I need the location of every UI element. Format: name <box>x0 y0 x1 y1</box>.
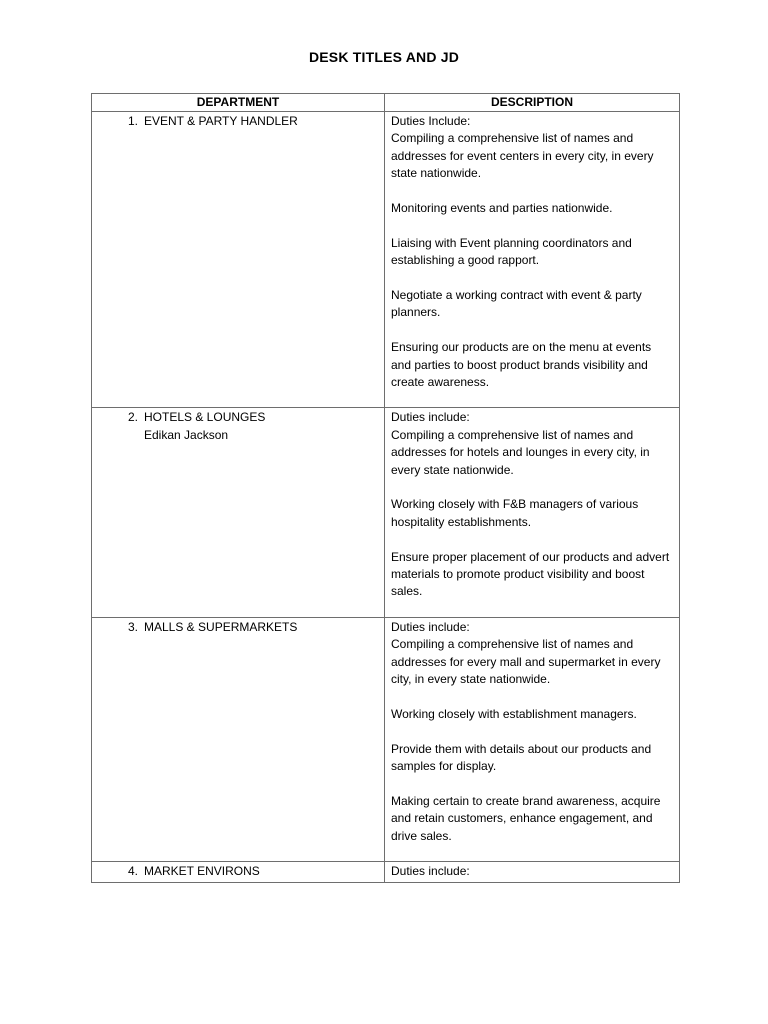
duty-paragraph: Working closely with establishment managers. <box>391 706 637 721</box>
row-number: 3. <box>127 619 138 634</box>
table-row <box>92 112 680 408</box>
assigned-person: Edikan Jackson <box>144 427 229 442</box>
duty-paragraph: Making certain to create brand awareness, acquire and retain customers, enhance engagement, and drive sales. <box>391 793 661 843</box>
row-number: 4. <box>127 864 138 879</box>
duty-paragraph: Ensuring our products are on the menu at events and parties to boost product brands visibility and create awareness. <box>391 340 652 390</box>
description-cell <box>385 112 680 408</box>
duty-paragraph: Compiling a comprehensive list of names and addresses for every mall and supermarket in every city, in every state nationwide. <box>391 637 661 687</box>
department-name: HOTELS & LOUNGES <box>144 410 266 425</box>
department-cell <box>92 112 385 408</box>
duty-paragraph: Working closely with F&B managers of various hospitality establishments. <box>391 497 639 529</box>
department-cell <box>92 408 385 617</box>
row-number: 1. <box>127 114 138 128</box>
description-cell <box>385 408 680 617</box>
duties-intro: Duties include: <box>391 619 470 634</box>
duty-paragraph: Monitoring events and parties nationwide. <box>391 201 613 216</box>
duties-intro: Duties include: <box>391 410 470 425</box>
table-row <box>92 617 680 861</box>
description-cell <box>385 617 680 861</box>
duties-intro: Duties include: <box>391 864 470 879</box>
department-cell <box>92 862 385 882</box>
department-name: MALLS & SUPERMARKETS <box>144 619 298 634</box>
table-row <box>92 408 680 617</box>
job-description-table <box>91 93 680 883</box>
table-header-row <box>92 94 680 112</box>
description-cell <box>385 862 680 882</box>
table-row <box>92 862 680 882</box>
department-cell <box>92 617 385 861</box>
row-number: 2. <box>127 410 138 425</box>
duty-paragraph: Provide them with details about our products and samples for display. <box>391 741 652 774</box>
document-title: DESK TITLES AND JD <box>308 49 460 65</box>
department-column-header: DEPARTMENT <box>92 94 385 112</box>
duty-paragraph: Negotiate a working contract with event & party planners. <box>391 288 642 320</box>
duty-paragraph: Ensure proper placement of our products and advert materials to promote product visibility and boost sales. <box>391 549 670 599</box>
duties-intro: Duties Include: <box>391 114 471 128</box>
department-name: EVENT & PARTY HANDLER <box>144 114 298 128</box>
department-name: MARKET ENVIRONS <box>144 864 260 879</box>
description-column-header: DESCRIPTION <box>385 94 680 112</box>
duty-paragraph: Compiling a comprehensive list of names and addresses for event centers in every city, in every state nationwide. <box>391 131 654 181</box>
duty-paragraph: Compiling a comprehensive list of names and addresses for hotels and lounges in every city, in every state nationwide. <box>391 427 650 477</box>
duty-paragraph: Liaising with Event planning coordinators and establishing a good rapport. <box>391 235 632 268</box>
